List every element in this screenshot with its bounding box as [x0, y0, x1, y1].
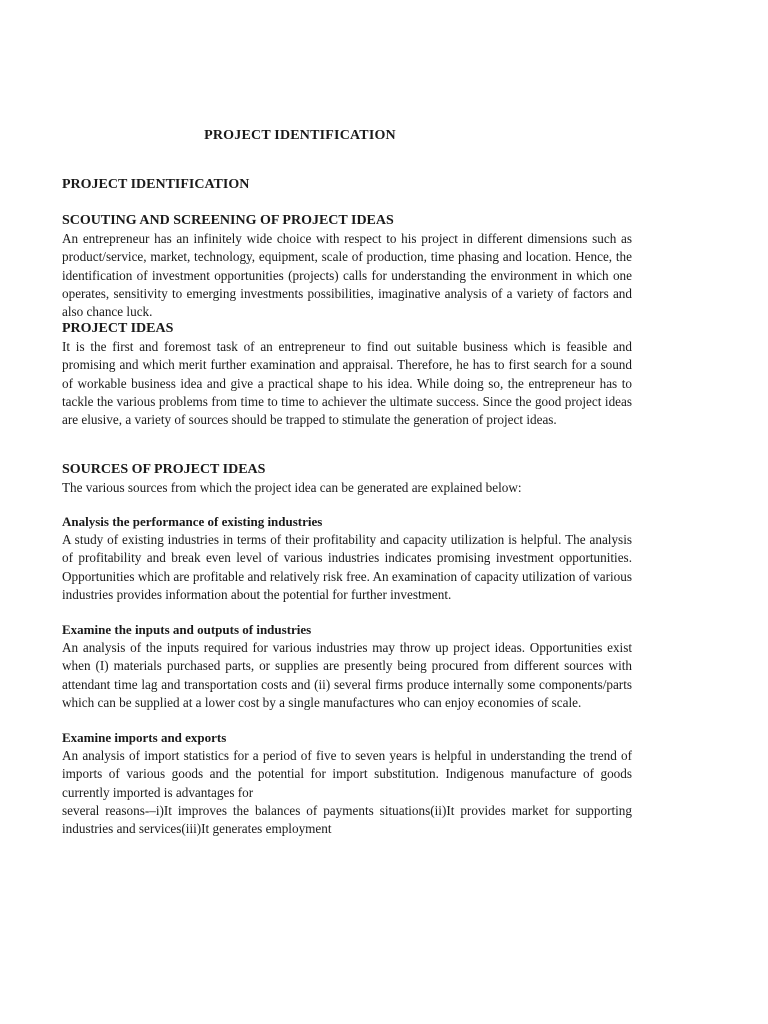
section-analysis — [62, 513, 632, 604]
main-heading-block — [62, 176, 632, 194]
section-scouting — [62, 212, 632, 321]
document-title: PROJECT IDENTIFICATION — [204, 128, 396, 143]
section-paragraph: An analysis of import statistics for a period of five to seven years is helpful in understanding the trend of imports of various goods and the potential for import substitution. Indigenous manufacture of goods currently imported is advantages for — [62, 748, 632, 800]
section-heading: SCOUTING AND SCREENING OF PROJECT IDEAS — [62, 213, 394, 228]
section-heading: PROJECT IDEAS — [62, 321, 174, 336]
section-paragraph: An analysis of the inputs required for various industries may throw up project ideas. Opportunities exist when (I) materials purchased parts, or supplies are presently being procured from different sources with attendant time lag and transportation costs and (ii) several firms produce internally some components/parts which can be supplied at a lower cost by a single manufactures who can enjoy economies of scale. — [62, 640, 632, 710]
main-heading: PROJECT IDENTIFICATION — [62, 177, 250, 192]
section-imports — [62, 729, 632, 838]
section-paragraph: An entrepreneur has an infinitely wide choice with respect to his project in different dimensions such as product/service, market, technology, equipment, scale of production, time phasing and location. Hence, the identification of investment opportunities (projects) calls for understanding the environment in which one operates, sensitivity to emerging investments possibilities, imaginative analysis of a variety of factors and also chance luck. — [62, 231, 632, 320]
section-inputs — [62, 621, 632, 712]
section-paragraph: It is the first and foremost task of an entrepreneur to find out suitable business which is feasible and promising and which merit further examination and appraisal. Therefore, he has to first search for a sound of workable business idea and give a practical shape to his idea. While doing so, the entrepreneur has to tackle the various problems from time to time to achiever the ultimate success. Since the good project ideas are elusive, a variety of sources should be trapped to stimulate the generation of project ideas. — [62, 339, 632, 428]
section-heading: SOURCES OF PROJECT IDEAS — [62, 462, 266, 477]
section-paragraph: A study of existing industries in terms of their profitability and capacity utilization is helpful. The analysis of profitability and break even level of various industries indicates promising investment opportunities. Opportunities which are profitable and relatively risk free. An examination of capacity utilization of various industries provides information about the potential for further investment. — [62, 532, 632, 602]
section-paragraph-continued: several reasons-–i)It improves the balances of payments situations(ii)It provides market for supporting industries and services(iii)It generates employment — [62, 802, 632, 837]
subsection-heading: Examine the inputs and outputs of industries — [62, 622, 312, 637]
section-project-ideas — [62, 320, 632, 429]
section-sources — [62, 461, 632, 497]
subsection-heading: Analysis the performance of existing industries — [62, 514, 323, 529]
subsection-heading: Examine imports and exports — [62, 730, 227, 745]
section-paragraph: The various sources from which the project idea can be generated are explained below: — [62, 480, 522, 495]
